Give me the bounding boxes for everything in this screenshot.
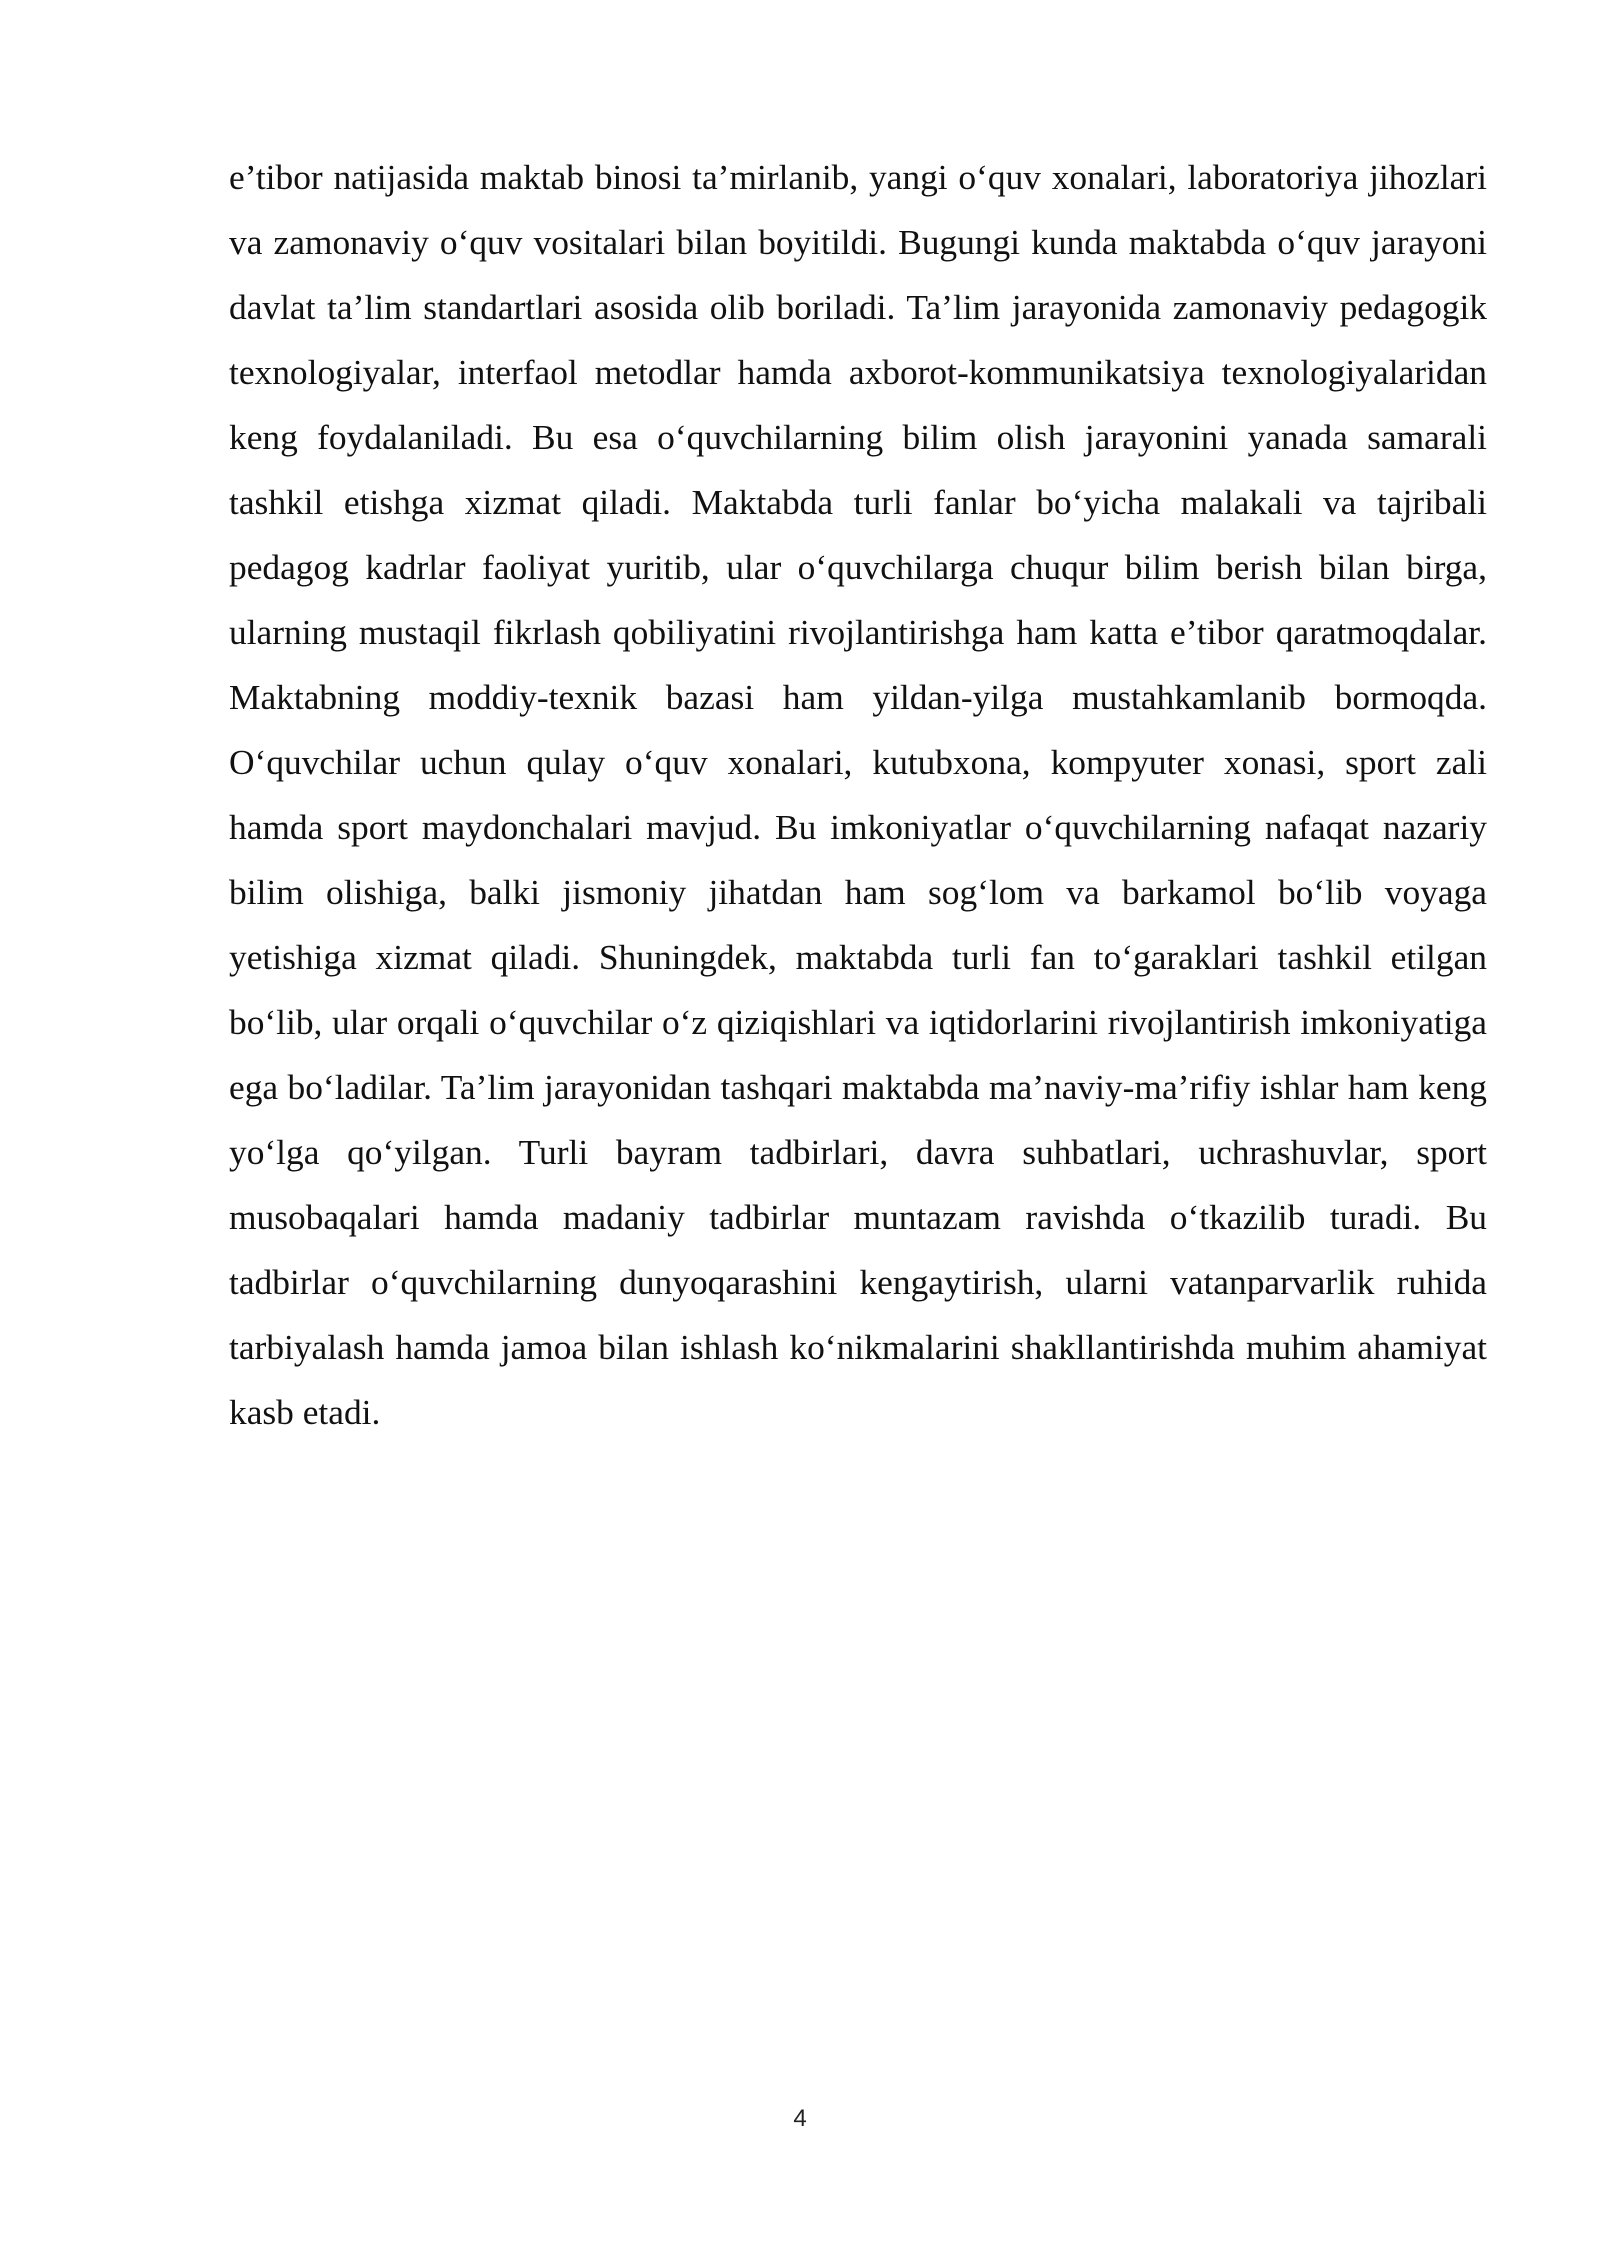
- body-paragraph: e’tibor natijasida maktab binosi ta’mirlanib, yangi o‘quv xonalari, laboratoriya jihozlari va zamonaviy o‘quv vositalari bilan boyitildi. Bugungi kunda maktabda o‘quv jarayoni davlat ta’lim standartlari asosida olib boriladi. Ta’lim jarayonida zamonaviy pedagogik texnologiyalar, interfaol metodlar hamda axborot-kommunikatsiya texnologiyalaridan keng foydalaniladi. Bu esa o‘quvchilarning bilim olish jarayonini yanada samarali tashkil etishga xizmat qiladi. Maktabda turli fanlar bo‘yicha malakali va tajribali pedagog kadrlar faoliyat yuritib, ular o‘quvchilarga chuqur bilim berish bilan birga, ularning mustaqil fikrlash qobiliyatini rivojlantirishga ham katta e’tibor qaratmoqdalar. Maktabning moddiy-texnik bazasi ham yildan-yilga mustahkamlanib bormoqda. O‘quvchilar uchun qulay o‘quv xonalari, kutubxona, kompyuter xonasi, sport zali hamda sport maydonchalari mavjud. Bu imkoniyatlar o‘quvchilarning nafaqat nazariy bilim olishiga, balki jismoniy jihatdan ham sog‘lom va barkamol bo‘lib voyaga yetishiga xizmat qiladi. Shuningdek, maktabda turli fan to‘garaklari tashkil etilgan bo‘lib, ular orqali o‘quvchilar o‘z qiziqishlari va iqtidorlarini rivojlantirish imkoniyatiga ega bo‘ladilar. Ta’lim jarayonidan tashqari maktabda ma’naviy-ma’rifiy ishlar ham keng yo‘lga qo‘yilgan. Turli bayram tadbirlari, davra suhbatlari, uchrashuvlar, sport musobaqalari hamda madaniy tadbirlar muntazam ravishda o‘tkazilib turadi. Bu tadbirlar o‘quvchilarning dunyoqarashini kengaytirish, ularni vatanparvarlik ruhida tarbiyalash hamda jamoa bilan ishlash ko‘nikmalarini shakllantirishda muhim ahamiyat kasb etadi.: [229, 157, 1487, 1432]
- page-number: 4: [793, 2105, 807, 2132]
